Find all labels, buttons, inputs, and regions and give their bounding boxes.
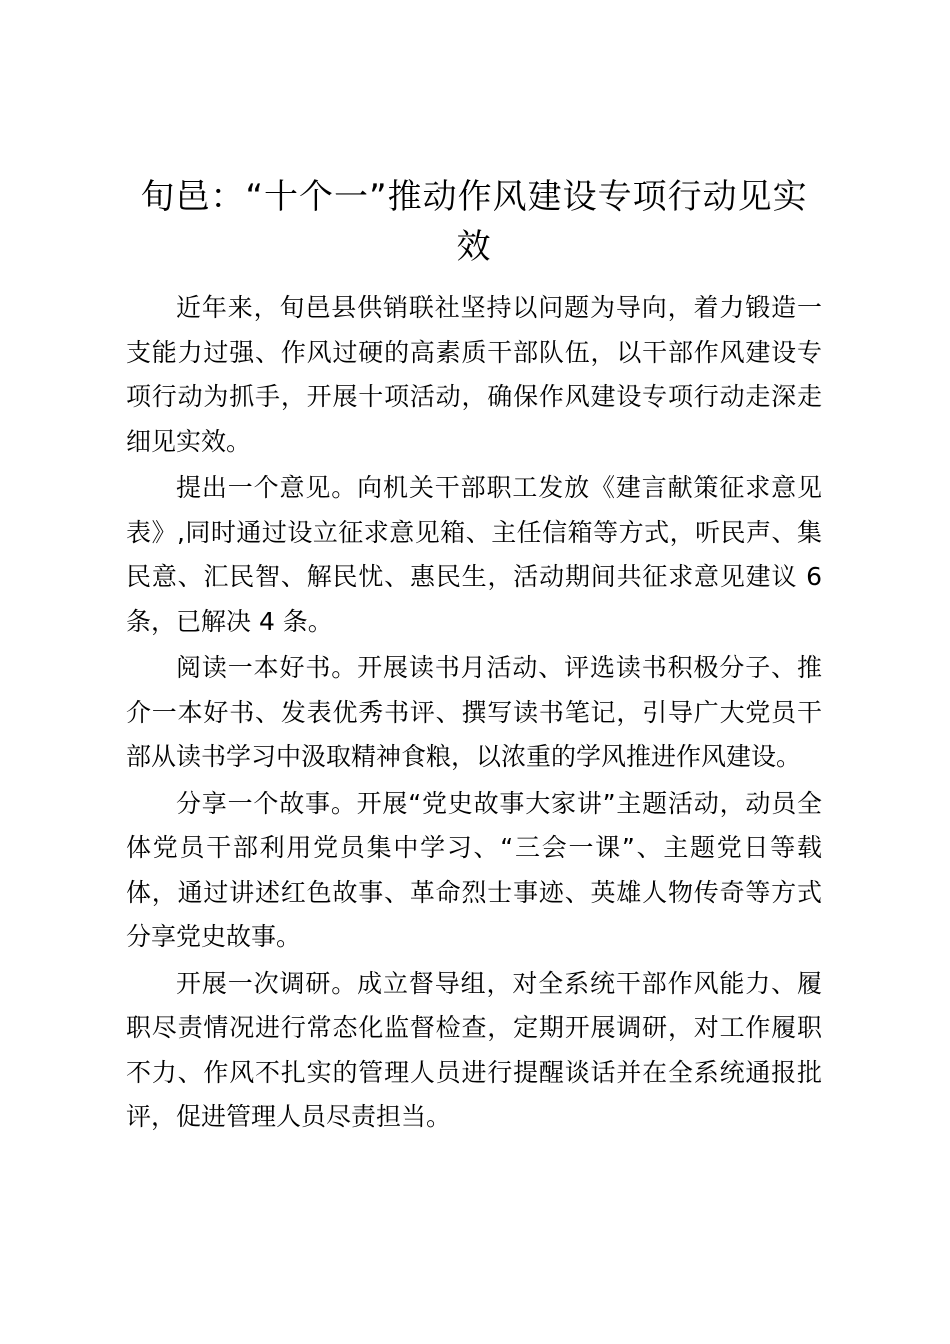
document-page [126, 172, 822, 1142]
paragraph-reading: 阅读一本好书。开展读书月活动、评选读书积极分子、推介一本好书、发表优秀书评、撰写读书笔记，引导广大党员干部从读书学习中汲取精神食粮，以浓重的学风推进作风建设。 [126, 653, 822, 771]
paragraph-opinion: 提出一个意见。向机关干部职工发放《建言献策征求意见表》,同时通过设立征求意见箱、主任信箱等方式，听民声、集民意、汇民智、解民忧、惠民生，活动期间共征求意见建议 6 条，已解决 4 条。 [126, 473, 822, 636]
document-title: 旬邑：“十个一”推动作风建设专项行动见实效 [140, 177, 808, 267]
paragraph-story: 分享一个故事。开展“党史故事大家讲”主题活动，动员全体党员干部利用党员集中学习、“三会一课”、主题党日等载体，通过讲述红色故事、革命烈士事迹、英雄人物传奇等方式分享党史故事。 [126, 788, 822, 951]
paragraph-intro: 近年来，旬邑县供销联社坚持以问题为导向，着力锻造一支能力过强、作风过硬的高素质干部队伍，以干部作风建设专项行动为抓手，开展十项活动，确保作风建设专项行动走深走细见实效。 [126, 293, 822, 456]
paragraph-research: 开展一次调研。成立督导组，对全系统干部作风能力、履职尽责情况进行常态化监督检查，定期开展调研，对工作履职不力、作风不扎实的管理人员进行提醒谈话并在全系统通报批评，促进管理人员尽责担当。 [126, 968, 822, 1131]
